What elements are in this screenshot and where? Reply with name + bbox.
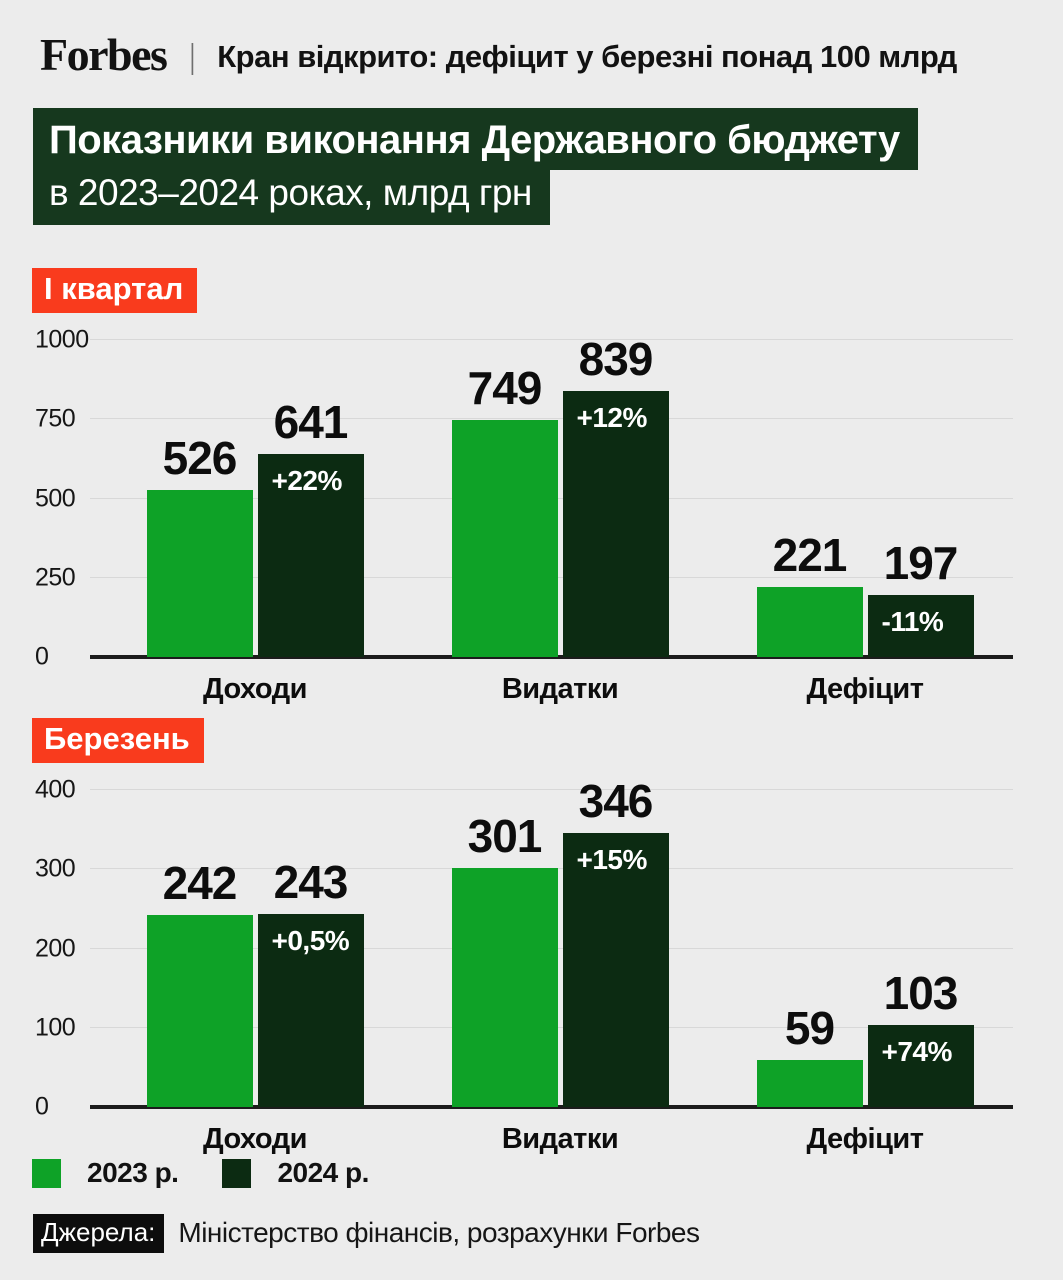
source-tag: Джерела: [33, 1214, 164, 1253]
delta-label: +74% [881, 1036, 952, 1068]
bar-2024-1 [258, 856, 364, 1107]
legend-swatch-2024-icon [222, 1159, 251, 1188]
gridline [90, 339, 1013, 340]
header-headline: Кран відкрито: дефіцит у березні понад 100 млрд [217, 39, 957, 74]
y-tick-label: 0 [35, 642, 49, 671]
legend [32, 1157, 369, 1189]
value-label: 526 [162, 432, 237, 485]
forbes-logo: Forbes [40, 29, 167, 80]
category-label: Видатки [501, 1123, 619, 1155]
legend-swatch-2023-icon [32, 1159, 61, 1188]
y-tick-label: 100 [35, 1013, 76, 1042]
gridline [90, 789, 1013, 790]
chart-period-tag: Березень [32, 718, 204, 763]
value-label: 839 [578, 333, 653, 386]
delta-label: -11% [881, 605, 944, 637]
y-tick-label: 1000 [35, 325, 89, 354]
bar-2023-3 [757, 1002, 863, 1107]
delta-label: +22% [271, 464, 342, 496]
delta-label: +15% [576, 843, 647, 875]
y-tick-label: 0 [35, 1092, 49, 1121]
chart-march [0, 718, 1063, 1155]
category-label: Доходи [203, 673, 307, 705]
bar-2023-2 [452, 810, 558, 1107]
category-label: Дефіцит [806, 673, 924, 705]
y-tick-label: 300 [35, 854, 76, 883]
plot-area [35, 774, 1013, 1155]
category-label: Видатки [501, 673, 619, 705]
plot-area [35, 325, 1013, 705]
y-tick-label: 750 [35, 404, 76, 433]
legend-label-2024: 2024 р. [277, 1157, 369, 1188]
value-label: 346 [578, 774, 653, 827]
value-label: 243 [273, 856, 348, 909]
y-tick-label: 400 [35, 775, 76, 804]
bar-2023-1 [147, 432, 253, 657]
bar-2023-2 [452, 361, 558, 657]
bar-2024-1 [258, 395, 364, 657]
value-label: 197 [883, 536, 958, 589]
bar-2023-3 [757, 528, 863, 657]
value-label: 641 [273, 395, 348, 448]
bar-2023-1 [147, 857, 253, 1107]
chart-first-quarter [0, 268, 1063, 705]
category-label: Доходи [203, 1123, 307, 1155]
chart-period-tag: І квартал [32, 268, 197, 313]
category-label: Дефіцит [806, 1123, 924, 1155]
page-title-line-1: Показники виконання Державного бюджету [33, 108, 918, 170]
value-label: 59 [784, 1002, 835, 1055]
y-tick-label: 200 [35, 934, 76, 962]
y-tick-label: 250 [35, 563, 76, 592]
source-text: Міністерство фінансів, розрахунки Forbes [178, 1217, 700, 1249]
header-separator-icon: | [190, 37, 196, 76]
y-tick-label: 500 [35, 484, 76, 512]
page-title [33, 108, 918, 225]
legend-item-2023 [32, 1157, 178, 1189]
bar-2024-2 [563, 774, 669, 1107]
value-label: 242 [162, 857, 237, 910]
delta-label: +0,5% [271, 925, 350, 957]
value-label: 749 [467, 361, 542, 414]
bar-2024-2 [563, 333, 669, 657]
legend-label-2023: 2023 р. [87, 1157, 179, 1188]
bar-2024-3 [868, 536, 974, 657]
source-line [33, 1214, 700, 1253]
legend-item-2024 [222, 1157, 368, 1189]
delta-label: +12% [576, 402, 647, 434]
value-label: 103 [883, 967, 958, 1020]
bar-2024-3 [868, 967, 974, 1107]
value-label: 301 [467, 810, 542, 863]
value-label: 221 [772, 528, 847, 581]
header [40, 29, 957, 80]
page-title-line-2: в 2023–2024 роках, млрд грн [33, 170, 550, 225]
